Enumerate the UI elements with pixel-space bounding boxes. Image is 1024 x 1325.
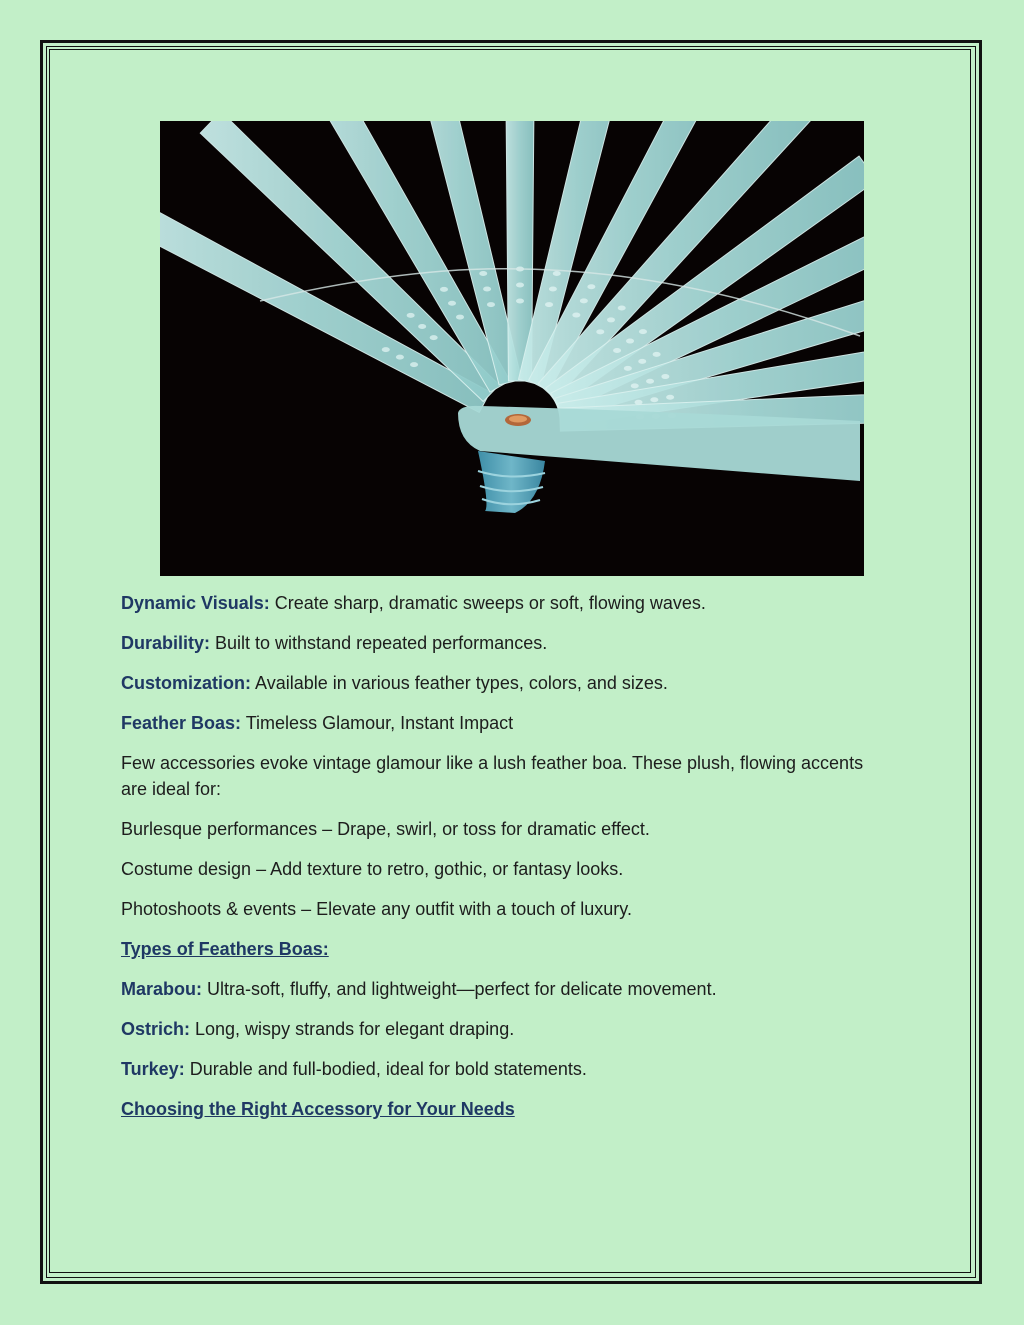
fan-blade-rivet xyxy=(631,383,639,388)
feature-item-customization xyxy=(121,670,891,696)
type-label: Marabou: xyxy=(121,979,202,999)
fan-blade-rivet xyxy=(580,298,588,303)
fan-blade-rivet xyxy=(487,302,495,307)
feature-item-feather-boas xyxy=(121,710,891,736)
type-text: Long, wispy strands for elegant draping. xyxy=(190,1019,515,1039)
feature-item-durability xyxy=(121,630,891,656)
fan-blade-rivet xyxy=(407,313,415,318)
feature-item-dynamic-visuals xyxy=(121,590,891,616)
fan-blade-rivet xyxy=(618,306,626,311)
fan-blade-rivet xyxy=(653,352,661,357)
fan-blade-rivet xyxy=(646,379,654,384)
feature-text: Available in various feather types, colors, and sizes. xyxy=(251,673,668,693)
use-item: Costume design – Add texture to retro, gothic, or fantasy looks. xyxy=(121,859,624,879)
fan-blade-rivet xyxy=(572,313,580,318)
fan-blade-rivet xyxy=(440,287,448,292)
fan-blade-rivet xyxy=(448,301,456,306)
fan-base-stack xyxy=(478,451,545,513)
fan-blade-rivet xyxy=(587,284,595,289)
feature-text: Timeless Glamour, Instant Impact xyxy=(241,713,514,733)
fan-blade-rivet xyxy=(607,317,615,322)
type-item-ostrich xyxy=(121,1016,891,1042)
feature-label: Durability: xyxy=(121,633,211,653)
feature-label: Dynamic Visuals: xyxy=(121,593,270,613)
fan-blade-rivet xyxy=(624,366,632,371)
fan-blade-rivet xyxy=(516,283,524,288)
fan-blade-rivet xyxy=(545,302,553,307)
fan-blade-rivet xyxy=(661,374,669,379)
fan-photo xyxy=(160,121,864,576)
type-label: Ostrich: xyxy=(121,1019,191,1039)
fan-blade-rivet xyxy=(666,395,674,400)
feature-text: Built to withstand repeated performances. xyxy=(210,633,548,653)
fan-blade-rivet xyxy=(483,287,491,292)
fan-blade-rivet xyxy=(382,347,390,352)
type-item-turkey xyxy=(121,1056,891,1082)
feature-text: Create sharp, dramatic sweeps or soft, flowing waves. xyxy=(269,593,706,613)
fan-blade-rivet xyxy=(635,400,643,405)
fan-blade-rivet xyxy=(596,329,604,334)
intro-paragraph: Few accessories evoke vintage glamour like a lush feather boa. These plush, flowing accents are ideal for: xyxy=(121,753,864,799)
type-item-marabou xyxy=(121,976,891,1002)
fan-blade-rivet xyxy=(479,271,487,276)
fan-blade-rivet xyxy=(650,397,658,402)
fan-blade-rivet xyxy=(396,355,404,360)
feature-label: Customization: xyxy=(121,673,251,693)
use-item: Photoshoots & events – Elevate any outfit with a touch of luxury. xyxy=(121,899,632,919)
use-item: Burlesque performances – Drape, swirl, or toss for dramatic effect. xyxy=(121,819,650,839)
fan-blade-rivet xyxy=(418,324,426,329)
choosing-heading-link[interactable]: Choosing the Right Accessory for Your Needs xyxy=(121,1099,515,1119)
fan-blade-rivet xyxy=(516,299,524,304)
fan-blades xyxy=(160,121,864,431)
content-body xyxy=(121,590,891,1136)
fan-blade-rivet xyxy=(430,335,438,340)
fan-illustration xyxy=(160,121,864,576)
type-text: Durable and full-bodied, ideal for bold statements. xyxy=(184,1059,587,1079)
fan-blade-rivet xyxy=(639,329,647,334)
fan-blade-rivet xyxy=(613,348,621,353)
type-label: Turkey: xyxy=(121,1059,185,1079)
feature-label: Feather Boas: xyxy=(121,713,242,733)
fan-blade-rivet xyxy=(553,271,561,276)
fan-blade-rivet xyxy=(410,362,418,367)
fan-blade-rivet xyxy=(638,359,646,364)
fan-blade-rivet xyxy=(626,339,634,344)
types-heading-link[interactable]: Types of Feathers Boas: xyxy=(121,939,329,959)
fan-blade-rivet xyxy=(456,315,464,320)
fan-blade-rivet xyxy=(549,287,557,292)
type-text: Ultra-soft, fluffy, and lightweight—perfect for delicate movement. xyxy=(202,979,717,999)
